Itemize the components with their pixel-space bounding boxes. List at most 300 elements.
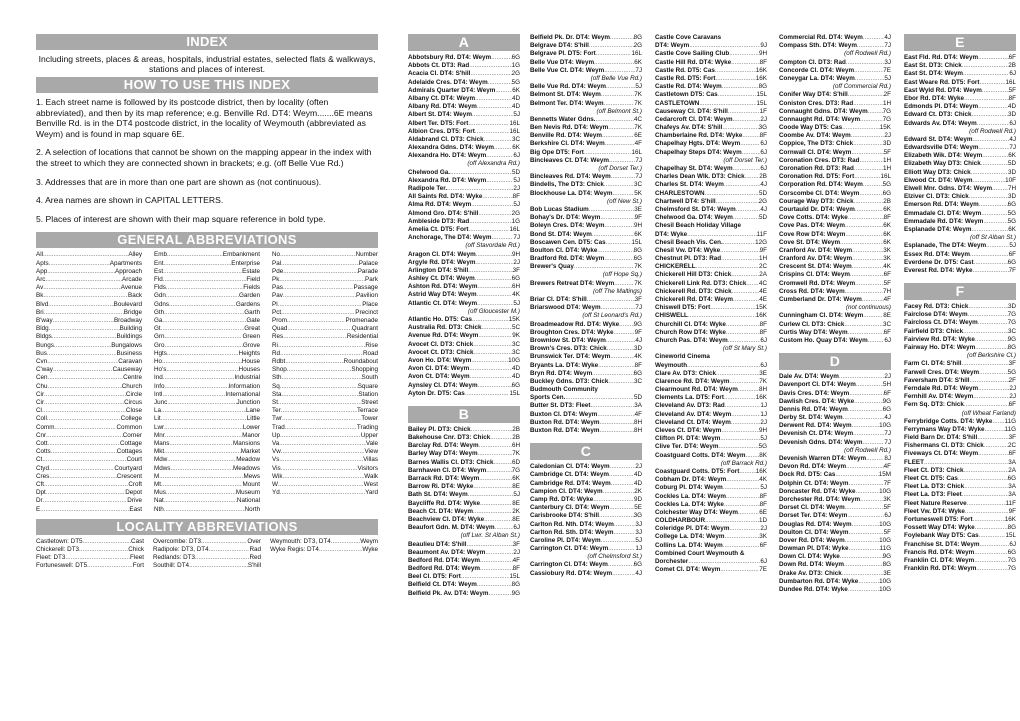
map-reference: 3G	[633, 512, 642, 520]
entry-name: Emmadale Rd. DT4: Weym	[904, 217, 984, 225]
entry-name: Bindells, The DT3: Chick	[530, 181, 604, 189]
entry-name: Courtauld Dr. DT4: Weym	[779, 205, 855, 213]
index-entry	[530, 496, 642, 504]
entry-name: Avon Ct. DT4: Weym	[408, 373, 470, 381]
index-entry	[530, 386, 642, 394]
leader-dots	[724, 501, 760, 509]
leader-dots	[742, 149, 761, 157]
leader-dots	[48, 440, 120, 448]
locality-row	[36, 538, 144, 546]
map-reference: 8E	[512, 499, 520, 507]
abbreviation: Mkt	[154, 448, 165, 456]
entry-name: Ayton Dr. DT5: Cas	[408, 389, 465, 397]
entry-name: Chesil Beach Vis. Cen.	[655, 238, 723, 246]
leader-dots	[42, 456, 126, 464]
abbreviation: Rd	[272, 349, 281, 357]
entry-name: Cunningham Cl. DT4: Weym	[779, 312, 864, 320]
entry-name: Anchorage, The DT4: Weym	[408, 234, 492, 242]
leader-dots	[495, 87, 512, 95]
leader-dots	[598, 362, 635, 370]
index-entry	[408, 79, 520, 87]
map-reference: 9F	[759, 246, 767, 254]
abbreviation-meaning: Back	[128, 292, 142, 300]
map-reference: 7J	[884, 430, 891, 438]
index-note: (off Alexandra Rd.)	[467, 160, 520, 168]
abbreviation-row	[272, 481, 378, 489]
entry-name: Buxton Cl. DT4: Weym	[530, 410, 598, 418]
index-entry	[779, 496, 891, 504]
leader-dots	[278, 342, 365, 350]
map-reference: 6G	[633, 255, 642, 263]
abbreviation-meaning: Alley	[128, 251, 142, 259]
leader-dots	[731, 271, 759, 279]
entry-name: Church Pas. DT4: Weym	[655, 336, 728, 344]
map-reference: 5D	[758, 189, 767, 197]
leader-dots	[52, 333, 117, 341]
leader-dots	[607, 345, 634, 353]
leader-dots	[495, 524, 514, 532]
entry-name: Colchester Way DT4: Weym	[655, 508, 738, 516]
leader-dots	[853, 100, 883, 108]
index-entry	[904, 483, 1016, 491]
index-entry	[779, 406, 891, 414]
leader-dots	[45, 276, 122, 284]
index-note: (off New St.)	[607, 197, 642, 205]
entry-name: Collins La. DT4: Weym	[655, 541, 723, 549]
index-entry	[655, 329, 767, 337]
leader-dots	[971, 226, 1008, 234]
leader-dots	[975, 344, 1007, 352]
abbreviation-row	[272, 301, 378, 309]
abbreviation-meaning: House	[241, 357, 260, 365]
leader-dots	[868, 108, 883, 116]
abbreviation: M	[154, 472, 160, 480]
entry-name: Chestnut Pl. DT3: Rad	[655, 255, 722, 263]
map-reference: 4K	[634, 353, 642, 361]
entry-name: Belle Vue Ct. DT4: Weym	[530, 66, 605, 74]
entry-name: Esplanade, The DT4: Weym	[904, 242, 987, 250]
map-reference: 6G	[633, 369, 642, 377]
entry-name: Carlton Rd. Nth. DT4: Weym	[530, 520, 614, 528]
abbreviation-row	[154, 260, 260, 268]
index-entry	[655, 484, 767, 492]
abbreviation-row	[272, 333, 378, 341]
map-reference: 5J	[635, 536, 642, 544]
entry-name: Ben Nevis Rd. DT4: Weym	[530, 124, 609, 132]
index-entry	[530, 296, 642, 304]
index-entry	[904, 87, 1016, 95]
abbreviation-row	[36, 276, 142, 284]
leader-dots	[852, 422, 879, 430]
leader-dots	[961, 360, 1008, 368]
index-entry	[408, 275, 520, 283]
abbreviation-meaning: Parade	[357, 267, 378, 275]
leader-dots	[855, 75, 885, 83]
leader-dots	[856, 488, 880, 496]
index-entry	[655, 468, 767, 476]
map-reference: 6K	[883, 222, 891, 230]
index-entry	[655, 100, 767, 108]
leader-dots	[688, 558, 760, 566]
index-entry	[655, 59, 767, 67]
leader-dots	[279, 456, 363, 464]
abbreviation-row	[36, 301, 142, 309]
map-reference: 3A	[634, 402, 642, 410]
abbreviation-meaning: Houses	[238, 366, 260, 374]
leader-dots	[465, 390, 510, 398]
map-reference: 1J	[760, 410, 767, 418]
leader-dots	[859, 157, 882, 165]
entry-name: Belgrave Pl. DT5: Fort	[530, 50, 596, 58]
index-entry	[530, 329, 642, 337]
abbreviation: Mdw	[154, 456, 168, 464]
index-entry	[408, 349, 520, 357]
index-entry	[408, 426, 520, 434]
abbreviation-row	[154, 497, 260, 505]
leader-dots	[484, 516, 512, 524]
index-note: (not continuous)	[845, 304, 891, 312]
howto-paragraph: 3. Addresses that are in more than one part are shown as (not continuous).	[36, 176, 322, 187]
index-entry	[408, 70, 520, 78]
index-entry	[779, 231, 891, 239]
abbreviation: Nth	[154, 505, 164, 513]
abbreviation: St	[272, 399, 278, 406]
map-reference: 8F	[634, 361, 642, 369]
leader-dots	[968, 311, 1008, 319]
abbreviation-row	[36, 374, 142, 382]
abbreviation-row	[154, 342, 260, 350]
locality-abbreviation: Rad	[249, 546, 261, 554]
entry-name: Bennetts Water Gdns.	[530, 115, 596, 123]
abbreviation-meaning: Yard	[365, 489, 378, 497]
leader-dots	[283, 292, 356, 300]
index-entry	[655, 239, 767, 247]
entry-name: Coastguard Cotts. DT4: Weym	[655, 451, 746, 459]
index-entry	[408, 177, 520, 185]
map-reference: 6K	[883, 205, 891, 213]
index-entry	[655, 116, 767, 124]
leader-dots	[164, 448, 241, 456]
leader-dots	[285, 424, 357, 432]
map-reference: 2K	[512, 507, 520, 515]
abbreviation-row	[154, 284, 260, 292]
index-column-3	[655, 34, 767, 574]
map-reference: 5F	[883, 148, 891, 156]
entry-name: Bedford Rd. DT4: Weym	[408, 565, 480, 573]
abbreviation-meaning: Vale	[365, 440, 378, 448]
entry-name: Elizabeth Wik. DT4: Weym	[904, 152, 983, 160]
abbreviation: Gt	[154, 325, 161, 333]
abbreviation-row	[36, 333, 142, 341]
leader-dots	[696, 263, 759, 271]
index-entry	[530, 545, 642, 553]
leader-dots	[484, 136, 512, 144]
entry-name: Castle Hill Rd. DT4: Wyke	[655, 58, 732, 66]
entry-name: Cassiobury Rd. DT4: Weym	[530, 569, 613, 577]
leader-dots	[852, 521, 879, 529]
abbreviation: Bldg	[36, 325, 49, 333]
leader-dots	[722, 124, 758, 132]
leader-dots	[728, 108, 760, 116]
leader-dots	[979, 532, 1006, 540]
entry-name: Esplanade DT4: Weym	[904, 225, 972, 233]
index-entry	[904, 475, 1016, 483]
entry-name: Alexandra Gdns. DT4: Weym	[408, 144, 494, 152]
leader-dots	[986, 242, 1009, 250]
abbreviation-meaning: Precinct	[355, 308, 378, 316]
map-reference: 5E	[634, 504, 642, 512]
abbreviation-meaning: Palace	[358, 259, 378, 267]
map-reference: 5D	[758, 214, 767, 222]
map-reference: 3E	[634, 205, 642, 213]
index-entry	[408, 185, 520, 193]
leader-dots	[972, 177, 1005, 185]
index-entry	[904, 524, 1016, 532]
entry-name: Carrington Ct. DT4: Weym	[530, 545, 609, 553]
entry-name: Carlton Rd. Sth. DT4: Weym	[530, 528, 614, 536]
map-reference: 5F	[883, 504, 891, 512]
map-reference: 10G	[508, 356, 520, 364]
entry-name: Adelaide Cres. DT4: Weym	[408, 78, 488, 86]
abbreviation: Lwr	[154, 423, 165, 431]
map-reference: 15L	[1005, 532, 1016, 540]
entry-name: Custom Ho. Quay DT4: Weym	[779, 336, 868, 344]
map-reference: 4K	[512, 291, 520, 299]
abbreviation: Gro	[154, 341, 165, 349]
index-entry	[408, 382, 520, 390]
index-entry	[530, 504, 642, 512]
leader-dots	[958, 475, 1008, 483]
leader-dots	[165, 342, 243, 350]
abbreviation-meaning: Approach	[115, 267, 142, 275]
index-entry	[408, 201, 520, 209]
leader-dots	[721, 427, 759, 435]
abbreviation-row	[154, 465, 260, 473]
abbreviation-meaning: Avenue	[120, 284, 142, 292]
abbreviation-row	[154, 301, 260, 309]
leader-dots	[978, 450, 1009, 458]
abbreviation-meaning: Apartments	[109, 259, 142, 267]
entry-name: Bryn Rd. DT4: Weym	[530, 369, 593, 377]
leader-dots	[48, 374, 124, 382]
map-reference: 3C	[633, 181, 642, 189]
leader-dots	[65, 554, 130, 562]
leader-dots	[596, 50, 632, 58]
map-reference: 1H	[882, 99, 891, 107]
map-reference: 10G	[879, 536, 891, 544]
map-reference: 15K	[755, 304, 767, 312]
entry-name: Clare Av. DT3: Chick	[655, 369, 717, 377]
map-reference: 6J	[1009, 119, 1016, 127]
leader-dots	[480, 500, 512, 508]
index-entry	[904, 541, 1016, 549]
map-reference: 6F	[1008, 450, 1016, 458]
abbreviation-row	[36, 268, 142, 276]
abbreviation-row	[272, 383, 378, 391]
index-entry	[408, 95, 520, 103]
entry-name: Ambleside DT3: Rad	[408, 217, 470, 225]
entry-name: Fleet Ct. DT3: Chick	[904, 466, 964, 474]
abbreviation: Yd	[272, 489, 280, 497]
leader-dots	[283, 268, 357, 276]
locality-row	[270, 546, 378, 554]
entry-name: Buxton Rd. DT4: Weym	[530, 427, 600, 434]
abbreviation-meaning: Quadrant	[351, 325, 378, 333]
entry-name: Ebor Rd. DT4: Wyke	[904, 94, 965, 102]
abbreviation-meaning: Trading	[356, 423, 378, 431]
map-reference: 3D	[1007, 193, 1016, 201]
abbreviation-row	[272, 489, 378, 497]
abbreviation: Wik	[272, 472, 283, 480]
leader-dots	[978, 319, 1008, 327]
leader-dots	[853, 140, 883, 148]
map-reference: 16L	[631, 148, 642, 156]
entry-name: Franchise St. DT4: Weym	[904, 540, 980, 548]
entry-name: Fishermans Cl. DT3: Chick	[904, 442, 984, 450]
leader-dots	[591, 402, 635, 410]
leader-dots	[725, 533, 760, 541]
map-reference: 7H	[1007, 185, 1016, 192]
index-entry	[408, 259, 520, 267]
map-reference: 5J	[1009, 242, 1016, 250]
index-entry	[655, 501, 767, 509]
map-reference: 2G	[633, 42, 642, 50]
abbreviation: Ct	[36, 456, 43, 464]
entry-name: Coastguard Cotts. DT5: Fort	[655, 467, 740, 475]
entry-name: Bincleaves Rd. DT4: Weym	[530, 173, 611, 181]
leader-dots	[278, 399, 361, 407]
index-entry	[904, 242, 1016, 250]
index-entry	[779, 561, 891, 569]
map-reference: 7G	[882, 107, 891, 115]
index-entry	[779, 545, 891, 553]
index-note: (off Dorset Ter.)	[723, 156, 767, 164]
index-entry	[530, 394, 642, 402]
map-reference: 9G	[882, 553, 891, 561]
map-reference: 8G	[758, 83, 767, 91]
abbreviation-column	[272, 251, 378, 514]
leader-dots	[720, 566, 759, 574]
leader-dots	[731, 419, 761, 427]
entry-name: Fairfield DT3: Chick	[904, 327, 964, 335]
index-entry	[904, 377, 1016, 385]
leader-dots	[610, 34, 634, 42]
leader-dots	[565, 394, 634, 402]
map-reference: 4F	[634, 140, 642, 148]
abbreviation-row	[272, 399, 378, 407]
map-reference: 2B	[512, 434, 520, 442]
index-entry	[904, 311, 1016, 319]
map-reference: 9H	[758, 427, 767, 434]
abbreviation-row	[154, 407, 260, 415]
entry-name: Belfield Pk. Av. DT4: Weym	[408, 589, 489, 597]
index-entry	[779, 124, 891, 132]
index-entry	[779, 214, 891, 222]
index-entry	[779, 280, 891, 288]
entry-name: Everdene Dr. DT5: Cast	[904, 258, 974, 266]
map-reference: 6G	[511, 381, 520, 389]
index-entry	[904, 336, 1016, 344]
abbreviation-row	[154, 473, 260, 481]
leader-dots	[166, 292, 239, 300]
entry-name: Barclay Rd. DT4: Weym	[408, 442, 479, 450]
index-entry	[655, 337, 767, 345]
abbreviation-row	[154, 448, 260, 456]
index-entry	[904, 369, 1016, 377]
index-entry	[655, 312, 767, 320]
index-entry	[408, 128, 520, 136]
leader-dots	[608, 545, 635, 553]
map-reference: 1G	[511, 62, 520, 70]
map-reference: 9J	[760, 42, 767, 50]
abbreviation-meaning: Crescent	[116, 472, 142, 480]
map-reference: 5G	[1007, 217, 1016, 225]
leader-dots	[53, 317, 114, 325]
map-reference: 6F	[1008, 250, 1016, 258]
howto-title: HOW TO USE THIS INDEX	[36, 77, 378, 93]
index-entry	[904, 79, 1016, 87]
map-reference: 4J	[884, 34, 891, 41]
map-reference: 6F	[1008, 54, 1016, 61]
index-note: (off Rodwell Rd.)	[844, 50, 891, 58]
leader-dots	[281, 309, 355, 317]
index-entry	[779, 271, 891, 279]
map-reference: 2B	[759, 173, 767, 181]
leader-dots	[732, 288, 760, 296]
index-entry	[904, 426, 1016, 434]
abbreviation-row	[36, 481, 142, 489]
map-reference: 6D	[511, 458, 520, 466]
leader-dots	[477, 581, 512, 589]
leader-dots	[979, 541, 1009, 549]
map-reference: 7K	[634, 99, 642, 107]
map-reference: 16K	[755, 467, 767, 475]
abbreviation: Ind	[154, 374, 163, 382]
leader-dots	[614, 280, 634, 288]
index-entry	[779, 455, 891, 463]
map-reference: 5J	[884, 74, 891, 82]
entry-name: Chesil Beach Holiday Village	[655, 222, 741, 230]
index-entry	[779, 570, 891, 578]
entry-name: Beaulieu DT4: S'hill	[408, 540, 467, 548]
leader-dots	[44, 309, 124, 317]
leader-dots	[162, 391, 225, 399]
abbreviation-row	[154, 481, 260, 489]
entry-name: Ashton Rd. DT4: Weym	[408, 283, 478, 291]
index-entry	[408, 316, 520, 324]
leader-dots	[490, 434, 512, 442]
leader-dots	[472, 316, 509, 324]
map-reference: 7G	[1007, 556, 1016, 564]
abbreviation-row	[272, 260, 378, 268]
index-entry	[530, 239, 642, 247]
map-reference: 6F	[759, 541, 767, 549]
index-entry	[530, 91, 642, 99]
index-entry	[530, 427, 642, 435]
leader-dots	[854, 173, 880, 181]
entry-name: Combined Court Weymouth &	[655, 549, 745, 557]
map-reference: 8F	[1008, 94, 1016, 102]
locality-abbreviation: Chick	[128, 546, 144, 554]
entry-name: Blockhouse La. DT4: Weym	[530, 189, 613, 197]
leader-dots	[723, 542, 760, 550]
entry-name: Fernhill Av. DT4: Weym	[904, 393, 974, 401]
map-reference: 4D	[511, 365, 520, 373]
index-note: (off Wheat Farland)	[961, 409, 1016, 417]
map-reference: 2G	[511, 70, 520, 78]
leader-dots	[982, 152, 1008, 160]
index-note: (off Rodwell Rd.)	[969, 127, 1016, 135]
